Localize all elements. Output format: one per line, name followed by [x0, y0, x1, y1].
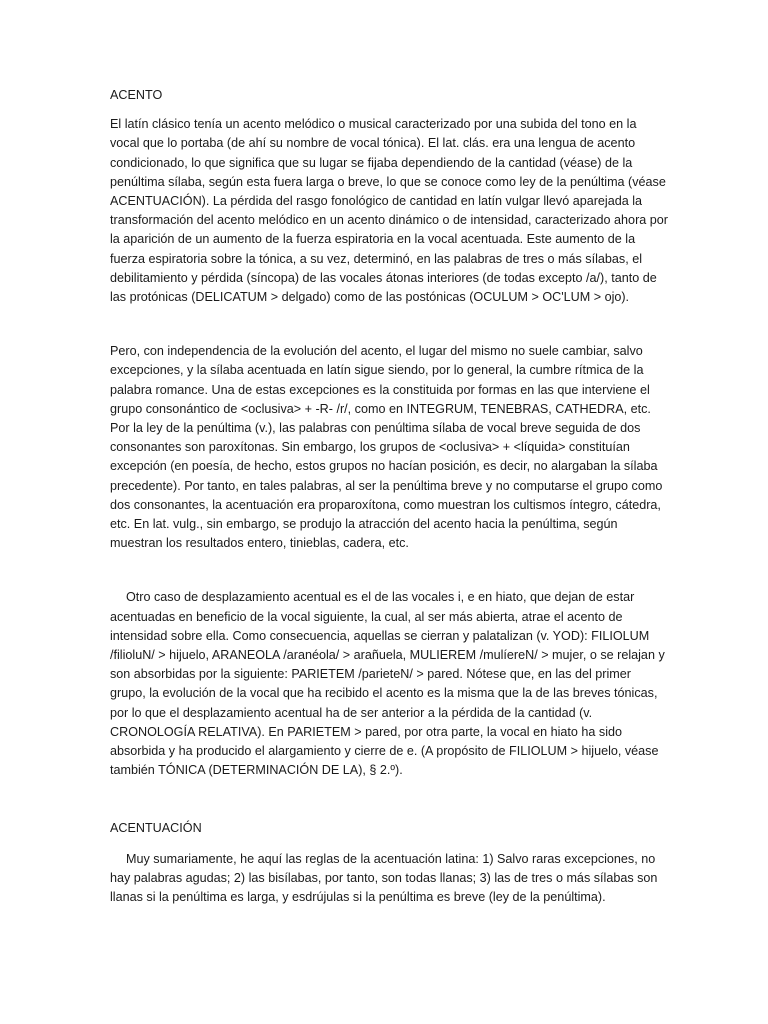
paragraph-acento-1: El latín clásico tenía un acento melódico o musical caracterizado por una subida del tono en la vocal que lo portaba (de ahí su nombre de vocal tónica). El lat. clás. era una lengua de acento condicionado, lo que significa que su lugar se fijaba dependiendo de la cantidad (véase) de la penúltima sílaba, según esta fuera larga o breve, lo que se conoce como ley de la penúltima (véase ACENTUACIÓN). La pérdida del rasgo fonológico de cantidad en latín vulgar llevó aparejada la transformación del acento melódico en un acento dinámico o de intensidad, caracterizado ahora por la aparición de un aumento de la fuerza espiratoria en la vocal acentuada. Este aumento de la fuerza espiratoria sobre la tónica, a su vez, determinó, en las palabras de tres o más sílabas, el debilitamiento y pérdida (síncopa) de las vocales átonas interiores (de todas excepto /a/), tanto de las protónicas (DELICATUM > delgado) como de las postónicas (OCULUM > OC'LUM > ojo). — [110, 117, 668, 305]
paragraph-acentuacion-1: Muy sumariamente, he aquí las reglas de la acentuación latina: 1) Salvo raras excepciones, no hay palabras agudas; 2) las bisílabas, por tanto, son todas llanas; 3) las de tres o más sílabas son llanas si la penúltima es larga, y esdrújulas si la penúltima es breve (ley de la penúltima). — [110, 851, 658, 905]
section-spacer — [110, 781, 668, 819]
section-heading-acento: ACENTO — [110, 88, 163, 102]
paragraph-spacer — [110, 553, 668, 588]
paragraph-spacer — [110, 307, 668, 342]
paragraph-acento-3: Otro caso de desplazamiento acentual es el de las vocales i, e en hiato, que dejan de estar acentuadas en beneficio de la vocal siguiente, la cual, al ser más abierta, atrae el acento de intensidad sobre ella. Como consecuencia, aquellas se cierran y palatalizan (v. YOD): FILIOLUM /filioluN/ > hijuelo, ARANEOLA /aranéola/ > arañuela, MULIEREM /mulíereN/ > mujer, o se relajan y son absorbidas por la siguiente: PARIETEM /parieteN/ > pared. Nótese que, en las del primer grupo, la evolución de la vocal que ha recibido el acento es la misma que la de las breves tónicas, por lo que el desplazamiento acentual ha de ser anterior a la pérdida de la cantidad (v. CRONOLOGÍA RELATIVA). En PARIETEM > pared, por otra parte, la vocal en hiato ha sido absorbida y ha producido el alargamiento y cierre de e. (A propósito de FILIOLUM > hijuelo, véase también TÓNICA (DETERMINACIÓN DE LA), § 2.º). — [110, 590, 665, 778]
section-heading-acentuacion: ACENTUACIÓN — [110, 820, 202, 835]
paragraph-acento-2: Pero, con independencia de la evolución del acento, el lugar del mismo no suele cambiar, salvo excepciones, y la sílaba acentuada en latín sigue siendo, por lo general, la cumbre rítmica de la palabra romance. Una de estas excepciones es la constituida por formas en las que interviene el grupo consonántico de <oclusiva> + -R- /r/, como en INTEGRUM, TENEBRAS, CATHEDRA, etc. Por la ley de la penúltima (v.), las palabras con penúltima sílaba de vocal breve seguida de dos consonantes son paroxítonas. Sin embargo, los grupos de <oclusiva> + <líquida> constituían excepción (en poesía, de hecho, estos grupos no hacían posición, es decir, no alargaban la sílaba precedente). Por tanto, en tales palabras, al ser la penúltima breve y no computarse el grupo como dos consonantes, la acentuación era proparoxítona, como muestran los cultismos íntegro, cátedra, etc. En lat. vulg., sin embargo, se produjo la atracción del acento hacia la penúltima, según muestran los resultados entero, tinieblas, cadera, etc. — [110, 344, 663, 551]
